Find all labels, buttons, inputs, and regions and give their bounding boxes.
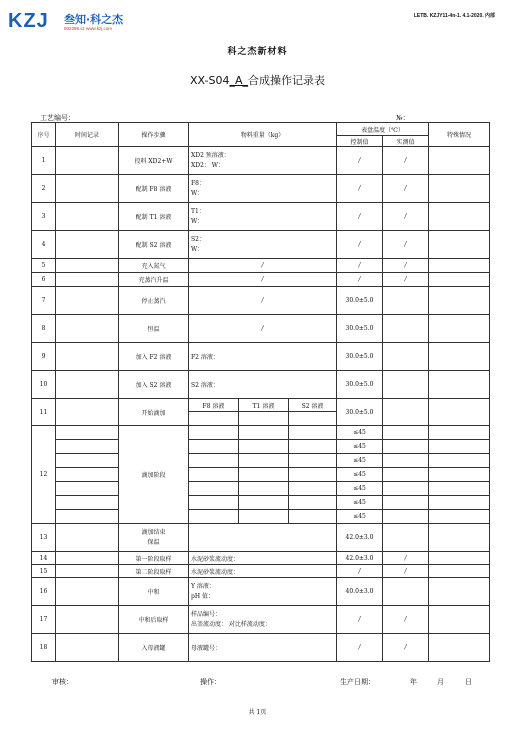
row-step: 加入 S2 溶液 (119, 371, 189, 399)
control-value: ≤45 (337, 482, 383, 496)
time-cell[interactable] (56, 578, 119, 606)
table-row (32, 454, 490, 468)
row-seq: 12 (32, 426, 56, 524)
time-cell[interactable] (56, 175, 119, 203)
time-cell[interactable] (56, 203, 119, 231)
col-seq: 序号 (32, 123, 56, 147)
weight-line: W： (191, 217, 204, 225)
special-cell[interactable] (429, 287, 490, 315)
control-value: / (337, 565, 383, 578)
time-cell[interactable] (56, 440, 119, 454)
f8-cell[interactable] (189, 426, 239, 440)
special-cell[interactable] (429, 343, 490, 371)
col-special: 特殊情况 (429, 123, 490, 147)
row-seq: 14 (32, 552, 56, 565)
actual-value[interactable]: / (383, 175, 429, 203)
table-row (32, 203, 490, 231)
control-value: / (337, 231, 383, 259)
row-seq: 1 (32, 147, 56, 175)
table-row (32, 399, 490, 412)
time-cell[interactable] (56, 606, 119, 634)
table-row (32, 524, 490, 552)
process-number-label: 工艺编号： (40, 114, 75, 122)
row-seq: 18 (32, 634, 56, 662)
time-cell[interactable] (56, 552, 119, 565)
header-row (32, 123, 490, 136)
weight-line: 出釜流动度： 对比样流动度： (191, 620, 271, 628)
step-line: 滴加结束 (141, 528, 166, 536)
logo-name: 叁知·科之杰 (64, 13, 124, 26)
row-step: 配制 F8 溶液 (119, 175, 189, 203)
col-actual: 实测值 (383, 136, 429, 147)
row-step: 中和后取样 (119, 606, 189, 634)
weight-line: W： (191, 245, 204, 253)
time-cell[interactable] (56, 468, 119, 482)
actual-value[interactable] (383, 578, 429, 606)
company-name: 科之杰新材料 (227, 47, 288, 57)
table-row (32, 371, 490, 399)
s2-cell[interactable] (289, 496, 337, 510)
col-weight: 物料重量（kg） (189, 123, 337, 147)
special-cell[interactable] (429, 259, 490, 273)
row-step: 加入 F2 溶液 (119, 343, 189, 371)
weight-cell[interactable]: S2 溶液： (189, 371, 337, 399)
weight-cell[interactable] (189, 147, 337, 175)
serial-number-label: №： (396, 114, 410, 122)
step-line: 保温 (147, 538, 160, 546)
control-value: / (337, 147, 383, 175)
control-value: 40.0±3.0 (337, 578, 383, 606)
table-row (32, 147, 490, 175)
weight-cell: / (189, 315, 337, 343)
special-cell[interactable] (429, 147, 490, 175)
table-row (32, 482, 490, 496)
control-value: / (337, 259, 383, 273)
weight-cell[interactable] (189, 606, 337, 634)
time-cell[interactable] (56, 482, 119, 496)
t1-cell[interactable] (239, 440, 289, 454)
time-cell[interactable] (56, 399, 119, 426)
f8-cell[interactable] (189, 454, 239, 468)
row-step: 中和 (119, 578, 189, 606)
special-cell[interactable] (429, 203, 490, 231)
actual-value[interactable]: / (383, 259, 429, 273)
sub-header-t1: T1 溶液 (239, 399, 289, 412)
col-step: 操作步骤 (119, 123, 189, 147)
table-row (32, 578, 490, 606)
logo-mark: KZJ (8, 10, 49, 32)
control-value: ≤45 (337, 468, 383, 482)
row-seq: 4 (32, 231, 56, 259)
s2-cell[interactable] (289, 426, 337, 440)
row-step: 第一阶段取样 (119, 552, 189, 565)
table-row (32, 634, 490, 662)
row-step: 恒温 (119, 315, 189, 343)
special-cell[interactable] (429, 468, 490, 482)
table-row (32, 273, 490, 287)
weight-line: T1： (191, 207, 205, 215)
table-row (32, 440, 490, 454)
control-value: / (337, 175, 383, 203)
special-cell[interactable] (429, 273, 490, 287)
actual-value[interactable]: / (383, 147, 429, 175)
s2-cell[interactable] (289, 412, 337, 426)
control-value: 30.0±5.0 (337, 343, 383, 371)
weight-line: XD2 预溶液： (191, 151, 230, 159)
weight-cell: / (189, 259, 337, 273)
time-cell[interactable] (56, 496, 119, 510)
special-cell[interactable] (429, 454, 490, 468)
page-count: 共 1页 (248, 709, 267, 716)
time-cell[interactable] (56, 634, 119, 662)
special-cell[interactable] (429, 634, 490, 662)
s2-cell[interactable] (289, 510, 337, 524)
special-cell[interactable] (429, 231, 490, 259)
row-step: 配制 S2 溶液 (119, 231, 189, 259)
row-step: 入母液罐 (119, 634, 189, 662)
table-row (32, 315, 490, 343)
special-cell[interactable] (429, 524, 490, 552)
table-row (32, 343, 490, 371)
logo-subtitle: 002398.sz www.kzj.com (64, 26, 113, 31)
table-row (32, 287, 490, 315)
table-row (32, 606, 490, 634)
control-value: ≤45 (337, 426, 383, 440)
actual-value[interactable] (383, 496, 429, 510)
actual-value[interactable]: / (383, 231, 429, 259)
special-cell[interactable] (429, 510, 490, 524)
special-cell[interactable] (429, 496, 490, 510)
actual-value[interactable]: / (383, 552, 429, 565)
s2-cell[interactable] (289, 468, 337, 482)
weight-cell[interactable]: 水泥砂浆流动度： (189, 565, 337, 578)
control-value: / (337, 606, 383, 634)
control-value: 30.0±5.0 (337, 315, 383, 343)
row-step: 充入氮气 (119, 259, 189, 273)
day-label: 日 (465, 678, 472, 686)
t1-cell[interactable] (239, 454, 289, 468)
col-temp: 表盘温度（℃） (337, 123, 429, 136)
row-seq: 6 (32, 273, 56, 287)
s2-cell[interactable] (289, 440, 337, 454)
special-cell[interactable] (429, 565, 490, 578)
weight-line: XD2： W： (191, 161, 224, 169)
special-cell[interactable] (429, 426, 490, 440)
control-value: 42.0±3.0 (337, 552, 383, 565)
time-cell[interactable] (56, 565, 119, 578)
t1-cell[interactable] (239, 468, 289, 482)
weight-cell[interactable]: F2 溶液： (189, 343, 337, 371)
table-row (32, 426, 490, 440)
s2-cell[interactable] (289, 454, 337, 468)
weight-cell: / (189, 273, 337, 287)
table-row (32, 231, 490, 259)
control-value: 30.0±5.0 (337, 399, 383, 426)
time-cell[interactable] (56, 231, 119, 259)
control-value: / (337, 634, 383, 662)
t1-cell[interactable] (239, 496, 289, 510)
row-step: 滴加阶段 (119, 426, 189, 524)
record-table (31, 122, 490, 662)
actual-value[interactable]: / (383, 606, 429, 634)
control-value: 30.0±5.0 (337, 371, 383, 399)
row-seq: 8 (32, 315, 56, 343)
time-cell[interactable] (56, 273, 119, 287)
row-step: 第二阶段取样 (119, 565, 189, 578)
control-value: / (337, 273, 383, 287)
table-row (32, 496, 490, 510)
special-cell[interactable] (429, 482, 490, 496)
row-seq: 2 (32, 175, 56, 203)
actual-value[interactable]: / (383, 565, 429, 578)
actual-value[interactable] (383, 524, 429, 552)
control-value: ≤45 (337, 510, 383, 524)
weight-cell[interactable] (189, 203, 337, 231)
s2-cell[interactable] (289, 482, 337, 496)
control-value: ≤45 (337, 440, 383, 454)
special-cell[interactable] (429, 440, 490, 454)
f8-cell[interactable] (189, 496, 239, 510)
title-prefix: XX-S04 (189, 74, 230, 87)
table-row (32, 565, 490, 578)
weight-cell[interactable]: 水泥砂浆流动度： (189, 552, 337, 565)
weight-cell[interactable] (189, 231, 337, 259)
weight-line: W： (191, 189, 204, 197)
col-control: 控制值 (337, 136, 383, 147)
row-step: 配制 T1 溶液 (119, 203, 189, 231)
col-time: 时间记录 (56, 123, 119, 147)
row-seq: 13 (32, 524, 56, 552)
special-cell[interactable] (429, 578, 490, 606)
special-cell[interactable] (429, 606, 490, 634)
time-cell[interactable] (56, 147, 119, 175)
row-seq: 9 (32, 343, 56, 371)
row-seq: 16 (32, 578, 56, 606)
actual-value[interactable] (383, 371, 429, 399)
actual-value[interactable] (383, 510, 429, 524)
sub-header-f8: F8 溶液 (189, 399, 239, 412)
row-step: 停止蒸汽 (119, 287, 189, 315)
sub-header-s2: S2 溶液 (289, 399, 337, 412)
table-row (32, 552, 490, 565)
time-cell[interactable] (56, 426, 119, 440)
row-seq: 11 (32, 399, 56, 426)
actual-value[interactable] (383, 468, 429, 482)
special-cell[interactable] (429, 552, 490, 565)
t1-cell[interactable] (239, 426, 289, 440)
operator-label: 操作： (200, 678, 221, 686)
table-row (32, 259, 490, 273)
row-seq: 10 (32, 371, 56, 399)
special-cell[interactable] (429, 371, 490, 399)
page-title (0, 72, 515, 88)
weight-line: 样品编号： (191, 610, 222, 618)
table-row (32, 468, 490, 482)
weight-line: Y 溶液： (191, 582, 215, 590)
row-seq: 7 (32, 287, 56, 315)
row-seq: 17 (32, 606, 56, 634)
special-cell[interactable] (429, 399, 490, 426)
time-cell[interactable] (56, 259, 119, 273)
weight-line: S2： (191, 235, 205, 243)
t1-cell[interactable] (239, 412, 289, 426)
time-cell[interactable] (56, 315, 119, 343)
row-step (119, 524, 189, 552)
table-row (32, 510, 490, 524)
f8-cell[interactable] (189, 482, 239, 496)
special-cell[interactable] (429, 315, 490, 343)
month-label: 月 (437, 678, 444, 686)
control-value: ≤45 (337, 496, 383, 510)
f8-cell[interactable] (189, 440, 239, 454)
actual-value[interactable] (383, 399, 429, 426)
weight-cell[interactable] (189, 578, 337, 606)
time-cell[interactable] (56, 510, 119, 524)
control-value: / (337, 203, 383, 231)
t1-cell[interactable] (239, 482, 289, 496)
company-logo (8, 8, 148, 40)
weight-line: pH 值： (191, 592, 214, 600)
row-step: 充蒸汽升温 (119, 273, 189, 287)
weight-cell[interactable]: 母液罐号： (189, 634, 337, 662)
control-value: 30.0±5.0 (337, 287, 383, 315)
row-step: 投料 XD2+W (119, 147, 189, 175)
actual-value[interactable]: / (383, 634, 429, 662)
row-seq: 15 (32, 565, 56, 578)
row-step: 开始滴加 (119, 399, 189, 426)
table-row (32, 175, 490, 203)
row-seq: 3 (32, 203, 56, 231)
row-seq: 5 (32, 259, 56, 273)
time-cell[interactable] (56, 454, 119, 468)
title-suffix: 合成操作记录表 (248, 74, 325, 87)
f8-cell[interactable] (189, 510, 239, 524)
weight-line: F8： (191, 179, 205, 187)
f8-cell[interactable] (189, 468, 239, 482)
time-cell[interactable] (56, 343, 119, 371)
control-value: ≤45 (337, 454, 383, 468)
weight-cell[interactable] (189, 175, 337, 203)
year-label: 年 (410, 678, 417, 686)
actual-value[interactable] (383, 440, 429, 454)
control-value: 42.0±3.0 (337, 524, 383, 552)
production-date-label: 生产日期： (340, 678, 375, 686)
actual-value[interactable]: / (383, 203, 429, 231)
actual-value[interactable]: / (383, 273, 429, 287)
time-cell[interactable] (56, 371, 119, 399)
review-label: 审核： (52, 678, 73, 686)
actual-value[interactable] (383, 454, 429, 468)
document-number: LETB. KZJY11-4n-1. 4.1-2020. 内部 (413, 13, 495, 19)
time-cell[interactable] (56, 524, 119, 552)
t1-cell[interactable] (239, 510, 289, 524)
actual-value[interactable] (383, 343, 429, 371)
actual-value[interactable] (383, 482, 429, 496)
f8-cell[interactable] (189, 412, 239, 426)
actual-value[interactable] (383, 315, 429, 343)
time-cell[interactable] (56, 287, 119, 315)
special-cell[interactable] (429, 175, 490, 203)
weight-cell[interactable] (189, 524, 337, 552)
weight-cell: / (189, 287, 337, 315)
title-underlined: _A_ (229, 74, 248, 87)
actual-value[interactable] (383, 426, 429, 440)
actual-value[interactable] (383, 287, 429, 315)
